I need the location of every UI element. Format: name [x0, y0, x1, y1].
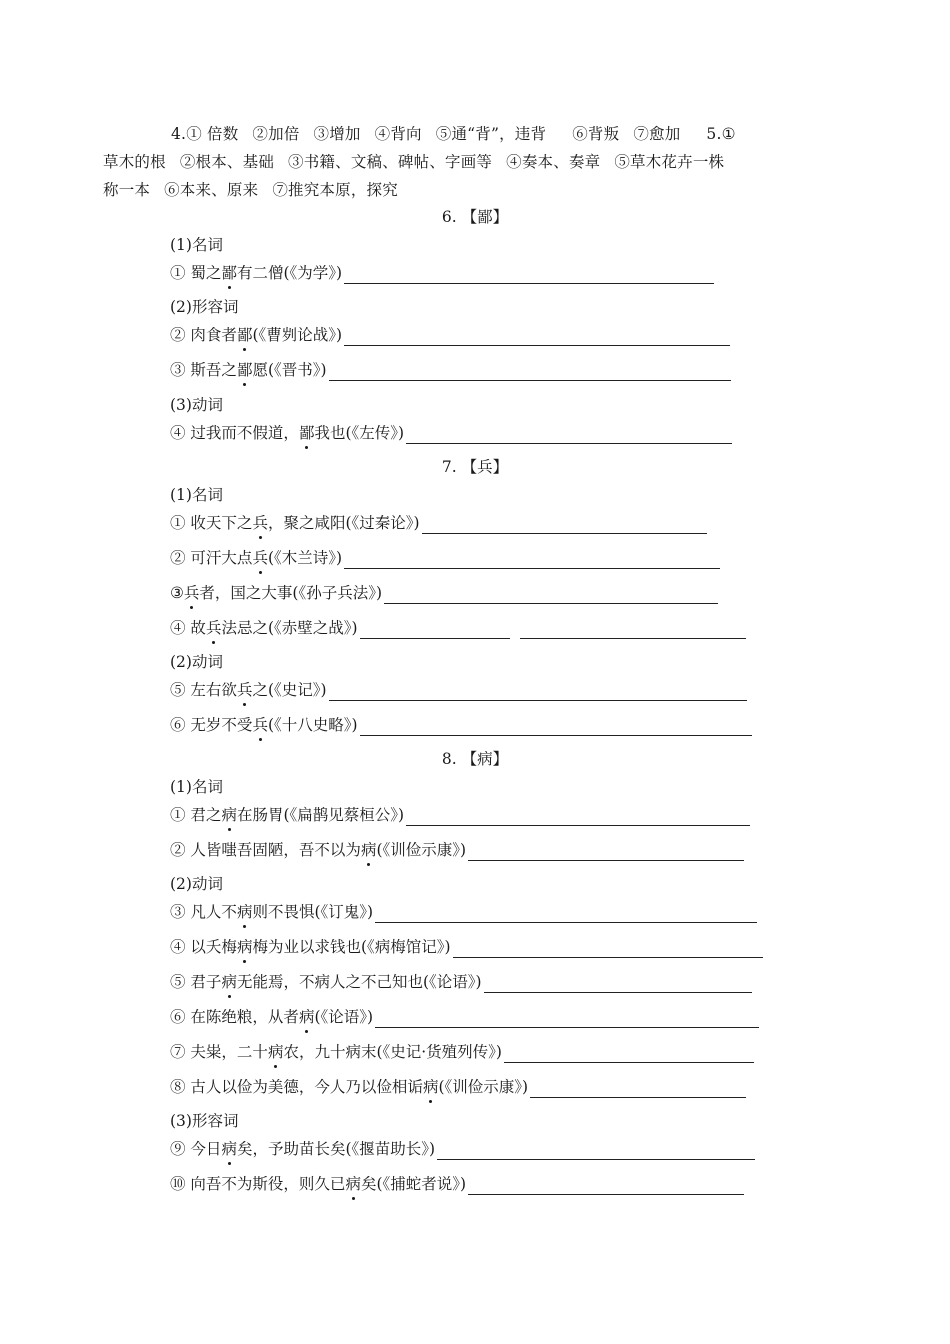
key-word: 鄙 — [236, 361, 253, 379]
answer-text: 4.① 倍数 — [171, 125, 239, 143]
answer-blank[interactable] — [453, 941, 763, 958]
answer-blank[interactable] — [344, 267, 714, 284]
key-word: 兵 — [252, 549, 268, 567]
answer-text: ③书籍、文稿、碑帖、字画等 — [288, 153, 493, 171]
key-word: 病 — [298, 1008, 315, 1026]
answer-blank[interactable] — [437, 1143, 755, 1160]
exercise-item: ④ 故 兵 法忌之(《赤壁之战》) — [170, 617, 746, 639]
answer-text: 5.① — [706, 125, 736, 143]
answer-blank[interactable] — [520, 622, 746, 639]
answer-blank[interactable] — [375, 906, 757, 923]
exercise-item: ① 收天下之 兵 ，聚之咸阳(《过秦论》) — [170, 512, 707, 534]
answer-text: ②根本、基础 — [179, 153, 275, 171]
exercise-item: ⑩ 向吾不为斯役，则久已 病 矣(《捕蛇者说》) — [170, 1173, 744, 1195]
answer-blank[interactable] — [344, 329, 730, 346]
key-word: 病 — [267, 1043, 284, 1061]
answer-blank[interactable] — [406, 809, 750, 826]
exercise-item: ⑤ 君子 病 无能焉，不病人之不己知也(《论语》) — [170, 971, 752, 993]
exercise-item: ⑥ 无岁不受 兵 (《十八史略》) — [170, 714, 752, 736]
answer-blank[interactable] — [329, 364, 731, 381]
category-label: (3)动词 — [170, 396, 223, 414]
category-label: (1)名词 — [170, 486, 223, 504]
answer-blank[interactable] — [468, 844, 744, 861]
exercise-item: ⑤ 左右欲 兵 之(《史记》) — [170, 679, 747, 701]
exercise-item: ① 蜀之 鄙 有二僧(《为学》) — [170, 262, 714, 284]
answer-blank[interactable] — [329, 684, 747, 701]
answer-blank[interactable] — [484, 976, 752, 993]
key-word: 病 — [221, 973, 237, 991]
exercise-item: ③ 凡人不 病 则不畏惧(《订鬼》) — [170, 901, 757, 923]
answer-text: ④背向 — [374, 125, 422, 143]
answer-text: 称一本 — [103, 181, 151, 199]
key-word: 病 — [221, 1140, 237, 1158]
key-word: 鄙 — [221, 264, 237, 282]
answer-text: ④奏本、奏章 — [506, 153, 601, 171]
key-word: 病 — [236, 938, 253, 956]
answer-blank[interactable] — [468, 1178, 744, 1195]
answer-text: ⑤通“背”，违背 — [435, 125, 547, 143]
answer-text: ⑥背叛 — [572, 125, 620, 143]
answer-text: 草木的根 — [103, 153, 166, 171]
exercise-item: ② 可汗大点 兵 (《木兰诗》) — [170, 547, 720, 569]
answer-blank[interactable] — [406, 427, 732, 444]
category-label: (2)形容词 — [170, 298, 239, 316]
key-word: 鄙 — [236, 326, 253, 344]
category-label: (1)名词 — [170, 778, 223, 796]
exercise-item: ④ 过我而不假道， 鄙 我也(《左传》) — [170, 422, 732, 444]
answer-text: ③增加 — [313, 125, 361, 143]
answer-text: ⑥本来、原来 — [164, 181, 259, 199]
exercise-item: ② 肉食者 鄙 (《曹刿论战》) — [170, 324, 730, 346]
key-word: 病 — [422, 1078, 439, 1096]
answer-blank[interactable] — [384, 587, 718, 604]
category-label: (1)名词 — [170, 236, 223, 254]
key-word: 兵 — [205, 619, 222, 637]
exercise-item: ⑥ 在陈绝粮，从者 病 (《论语》) — [170, 1006, 759, 1028]
exercise-item: ③ 斯吾之 鄙 愿(《晋书》) — [170, 359, 731, 381]
answer-text: ②加倍 — [252, 125, 300, 143]
answer-blank[interactable] — [360, 622, 510, 639]
key-word: 兵 — [236, 681, 253, 699]
key-word: 病 — [345, 1175, 361, 1193]
category-label: (2)动词 — [170, 875, 223, 893]
key-word: 病 — [221, 806, 237, 824]
answer-text: ⑦推究本原，探究 — [272, 181, 398, 199]
answer-blank[interactable] — [375, 1011, 759, 1028]
key-word: 兵 — [252, 514, 268, 532]
answer-blank[interactable] — [504, 1046, 754, 1063]
answer-blank[interactable] — [344, 552, 720, 569]
category-label: (2)动词 — [170, 653, 223, 671]
answer-blank[interactable] — [360, 719, 752, 736]
exercise-item: ⑧ 古人以俭为美德，今人乃以俭相诟 病 (《训俭示康》) — [170, 1076, 746, 1098]
exercise-item: ② 人皆嗤吾固陋，吾不以为 病 (《训俭示康》) — [170, 839, 744, 861]
key-word: 兵 — [252, 716, 268, 734]
exercise-item: ④ 以夭梅 病 梅为业以求钱也(《病梅馆记》) — [170, 936, 763, 958]
category-label: (3)形容词 — [170, 1112, 239, 1130]
exercise-item: ① 君之 病 在肠胃(《扁鹊见蔡桓公》) — [170, 804, 750, 826]
key-word: 病 — [360, 841, 377, 859]
key-word: 鄙 — [298, 424, 315, 442]
key-word: 兵 — [183, 584, 200, 602]
section-heading: 7. 【兵】 — [441, 458, 509, 476]
answer-blank[interactable] — [422, 517, 707, 534]
section-heading: 8. 【病】 — [441, 750, 509, 768]
exercise-item: ③ 兵 者，国之大事(《孙子兵法》) — [170, 582, 718, 604]
exercise-item: ⑨ 今日 病 矣，予助苗长矣(《揠苗助长》) — [170, 1138, 755, 1160]
exercise-item: ⑦ 夫粜，二十 病 农，九十病末(《史记·货殖列传》) — [170, 1041, 754, 1063]
answer-paragraph — [103, 120, 817, 204]
section-heading: 6. 【鄙】 — [441, 208, 509, 226]
answer-blank[interactable] — [530, 1081, 746, 1098]
key-word: 病 — [236, 903, 253, 921]
answer-text: ⑦愈加 — [633, 125, 681, 143]
answer-text: ⑤草木花卉一株 — [614, 153, 725, 171]
